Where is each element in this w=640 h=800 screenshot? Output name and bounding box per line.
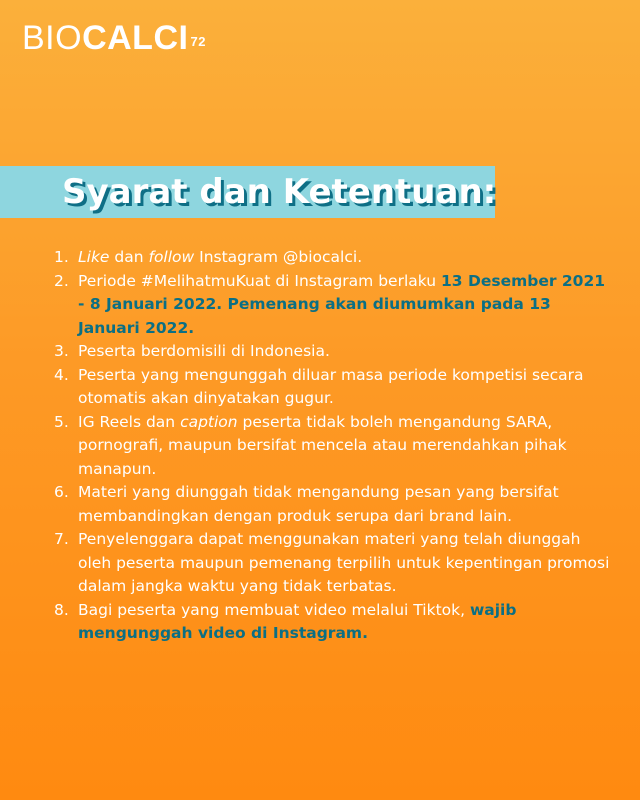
term-text: follow [148, 248, 195, 266]
term-text: peserta tidak boleh mengandung SARA, pornografi, maupun bersifat mencela atau merendahkan pihak manapun. [78, 412, 567, 478]
brand-logo [22, 18, 206, 58]
list-item [54, 270, 614, 341]
term-highlight: wajib mengunggah video di Instagram. [78, 600, 517, 642]
term-text: Penyelenggara dapat menggunakan materi yang telah diunggah oleh peserta maupun pemenang terpilih untuk kepentingan promosi dalam jangka waktu yang tidak terbatas. [78, 530, 610, 595]
item-number: 1. [54, 248, 69, 266]
term-text: Instagram @biocalci. [194, 248, 363, 266]
term-text: Peserta yang mengunggah diluar masa periode kompetisi secara otomatis akan dinyatakan gugur. [78, 365, 584, 407]
item-number: 6. [54, 483, 69, 501]
list-item [54, 599, 614, 646]
term-highlight: 13 Desember 2021 - 8 Januari 2022. Pemenang akan diumumkan pada 13 Januari 2022. [78, 271, 606, 337]
logo-bio-text: BIO [22, 19, 83, 57]
terms-list [54, 246, 614, 646]
list-item [54, 411, 614, 482]
list-item [54, 364, 614, 411]
item-number: 3. [54, 342, 69, 360]
term-text: caption [180, 412, 238, 431]
term-text: Peserta berdomisili di Indonesia. [78, 342, 330, 360]
item-number: 7. [54, 530, 69, 548]
term-text: IG Reels dan [78, 412, 181, 431]
list-item [54, 481, 614, 528]
list-item [54, 528, 614, 599]
logo-superscript: 72 [190, 34, 206, 49]
term-text: Periode #MelihatmuKuat di Instagram berlaku [78, 271, 442, 290]
logo-calci-text: CALCI [82, 19, 189, 57]
list-item [54, 246, 614, 270]
page-title: Syarat dan Ketentuan: [62, 172, 497, 212]
item-number: 2. [54, 271, 69, 290]
item-number: 4. [54, 365, 69, 384]
item-number: 5. [54, 412, 69, 431]
list-item [54, 340, 614, 364]
term-text: dan [109, 248, 149, 266]
term-text: Bagi peserta yang membuat video melalui Tiktok, [78, 600, 470, 619]
item-number: 8. [54, 600, 69, 619]
term-text: Materi yang diunggah tidak mengandung pesan yang bersifat membandingkan dengan produk serupa dari brand lain. [78, 483, 559, 525]
term-text: Like [78, 248, 110, 266]
